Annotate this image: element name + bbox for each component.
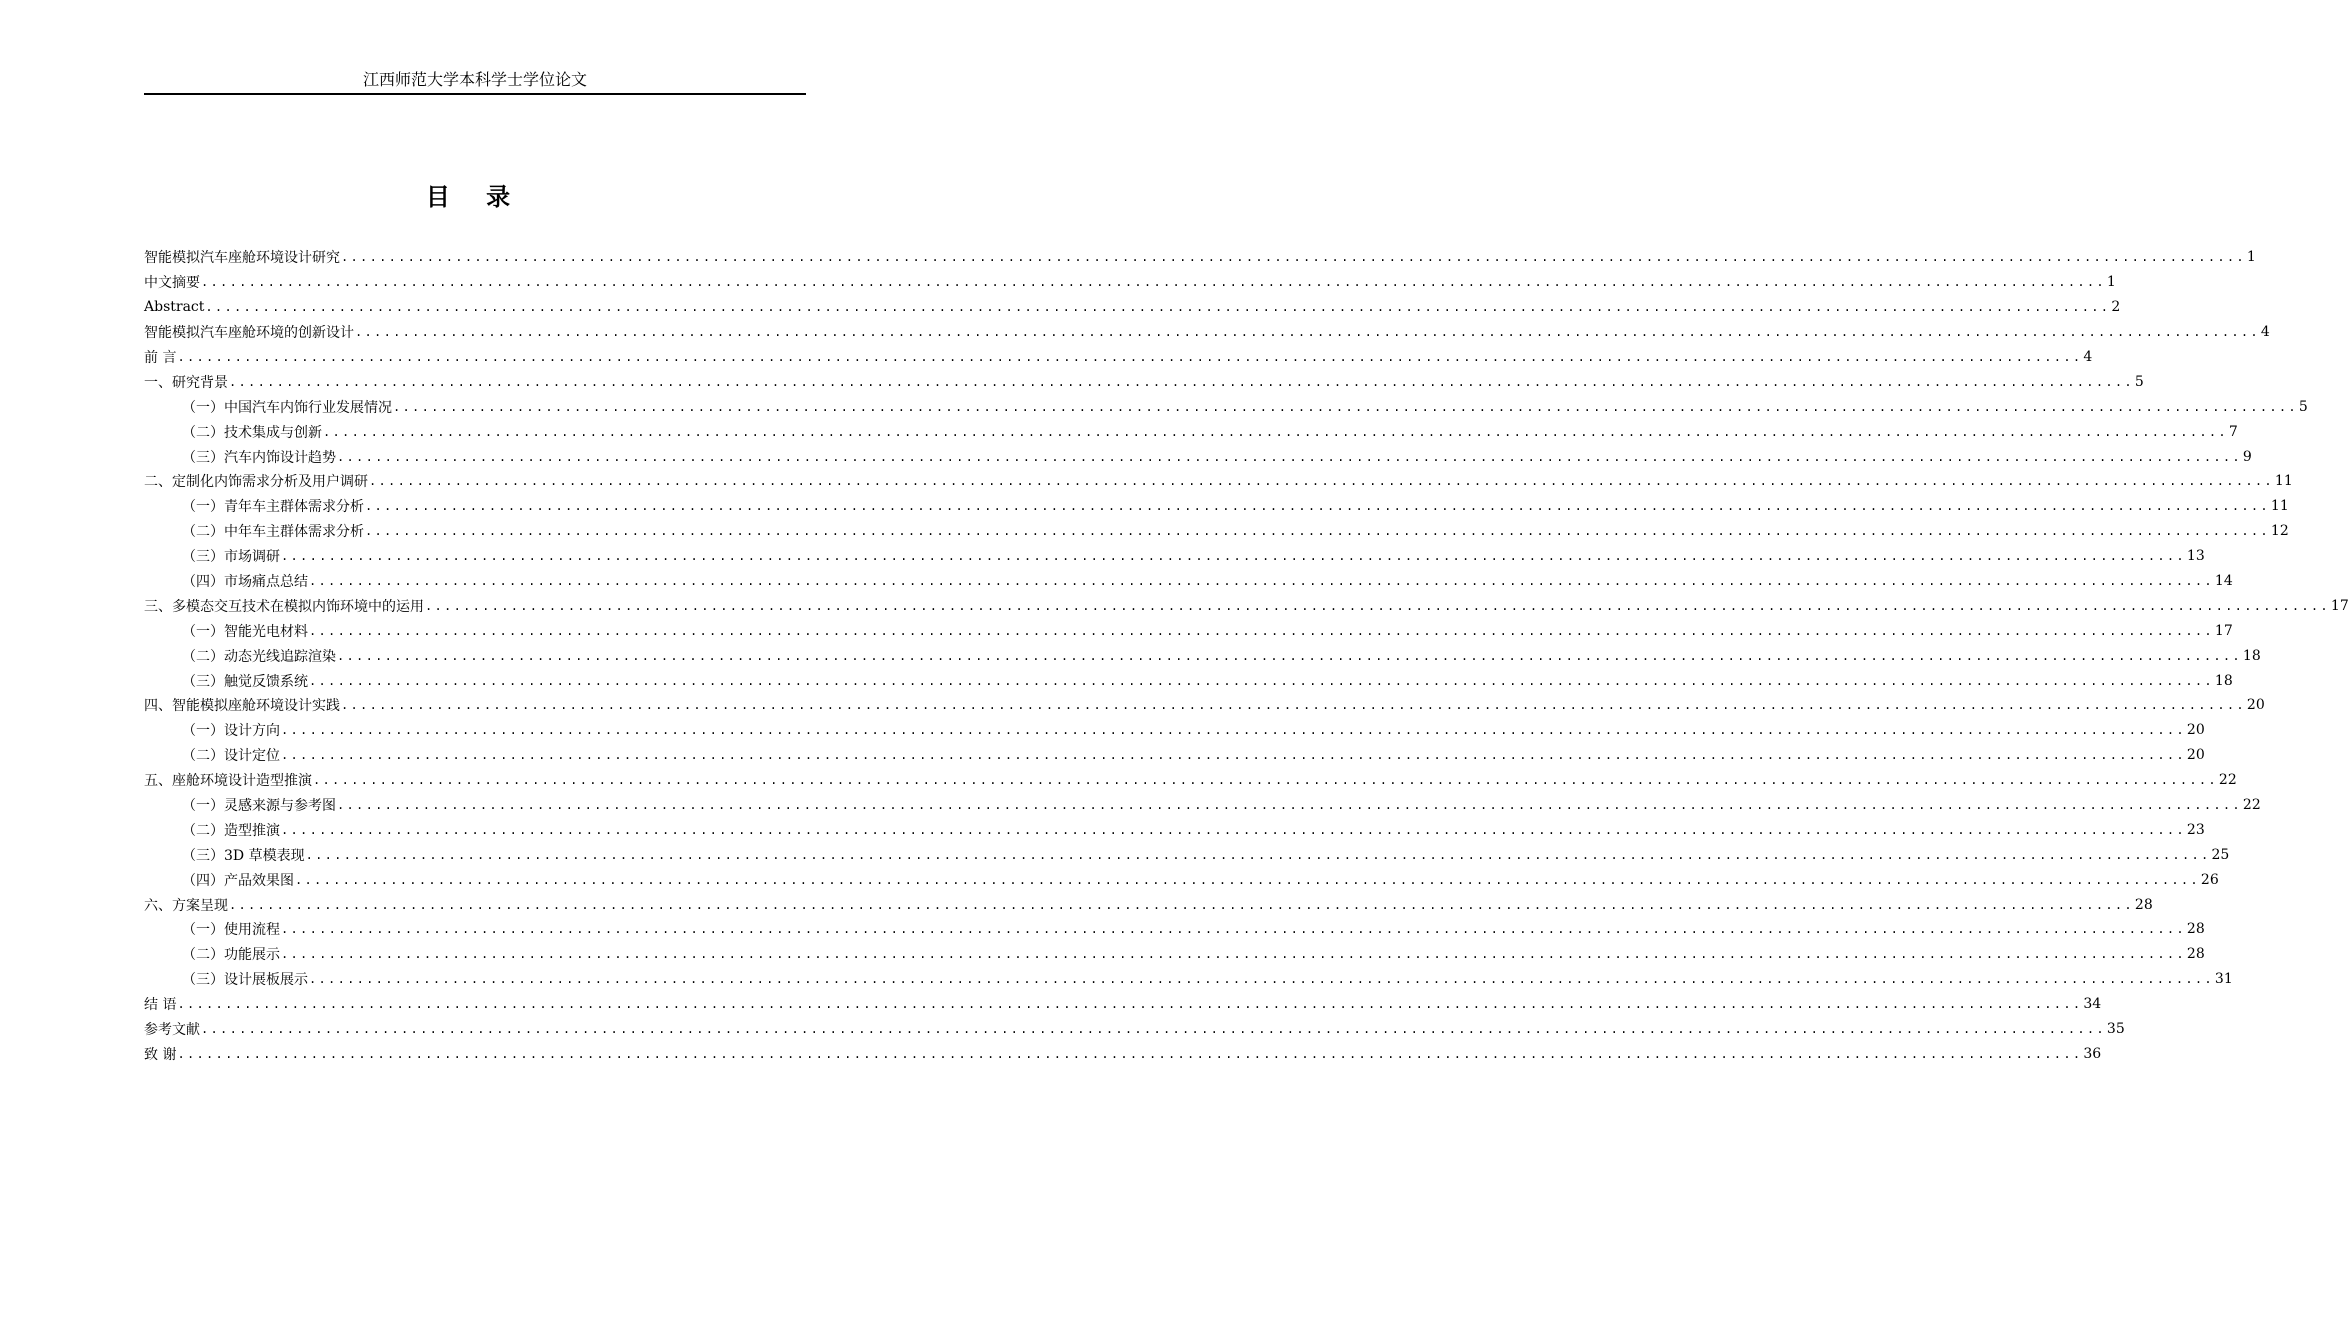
toc-entry-page: 7 [2228, 423, 2238, 440]
toc-entry[interactable] [144, 867, 2219, 892]
toc-entry-label: 二、定制化内饰需求分析及用户调研 [144, 474, 368, 491]
toc-entry[interactable] [144, 892, 2153, 917]
toc-entry[interactable] [144, 917, 2205, 942]
toc-entry-label: （二）动态光线追踪渲染 [182, 648, 336, 665]
toc-leader-dots: ........................................................................................................................................................................................................ [309, 574, 2214, 589]
toc-entry-label: 致 谢 [144, 1046, 177, 1063]
toc-leader-dots: ........................................................................................................................................................................................................ [355, 325, 2260, 340]
toc-leader-dots: ........................................................................................................................................................................................................ [309, 623, 2214, 638]
toc-entry[interactable] [144, 394, 2308, 419]
toc-entry[interactable] [144, 768, 2237, 793]
toc-entry[interactable] [144, 618, 2233, 643]
toc-leader-dots: ........................................................................................................................................................................................................ [281, 922, 2186, 937]
toc-entry[interactable] [144, 295, 2121, 320]
toc-entry[interactable] [144, 743, 2205, 768]
toc-entry-page: 28 [2134, 896, 2153, 913]
toc-entry[interactable] [144, 967, 2233, 992]
toc-entry-page: 1 [2246, 249, 2256, 266]
toc-entry-page: 9 [2242, 448, 2252, 465]
toc-entry[interactable] [144, 419, 2238, 444]
toc-entry-page: 22 [2242, 797, 2261, 814]
toc-entry[interactable] [144, 643, 2261, 668]
toc-entry-page: 23 [2186, 821, 2205, 838]
toc-entry-label: 六、方案呈现 [144, 897, 228, 914]
toc-entry[interactable] [144, 369, 2144, 394]
toc-entry-page: 34 [2083, 996, 2102, 1013]
toc-leader-dots: ........................................................................................................................................................................................................ [281, 723, 2186, 738]
toc-entry-label: 中文摘要 [144, 275, 200, 292]
toc-entry-page: 18 [2242, 647, 2261, 664]
toc-entry-page: 1 [2106, 274, 2116, 291]
toc-entry[interactable] [144, 718, 2205, 743]
toc-leader-dots: ........................................................................................................................................................................................................ [337, 648, 2242, 663]
toc-entry[interactable] [144, 793, 2261, 818]
toc-leader-dots: ........................................................................................................................................................................................................ [337, 449, 2242, 464]
toc-entry-page: 4 [2083, 349, 2093, 365]
toc-leader-dots: ........................................................................................................................................................................................................ [425, 598, 2330, 613]
toc-entry-page: 35 [2106, 1021, 2125, 1038]
toc-entry-page: 11 [2274, 473, 2293, 490]
toc-entry[interactable] [144, 693, 2265, 718]
toc-entry-page: 18 [2214, 672, 2233, 689]
toc-title: 目 录 [425, 183, 525, 211]
toc-leader-dots: ........................................................................................................................................................................................................ [337, 798, 2242, 813]
toc-entry-page: 5 [2134, 373, 2144, 390]
toc-entry[interactable] [144, 469, 2293, 494]
page-header: 江西师范大学本科学士学位论文 [362, 70, 587, 89]
toc-entry-label: （三）3D 草模表现 [182, 847, 305, 864]
toc-entry[interactable] [144, 593, 2349, 618]
toc-entry-label: （三）触觉反馈系统 [182, 673, 308, 690]
toc-entry[interactable] [144, 668, 2233, 693]
toc-entry-label: （三）设计展板展示 [182, 972, 308, 989]
toc-entry[interactable] [144, 569, 2233, 594]
toc-leader-dots: ........................................................................................................................................................................................................ [177, 350, 2083, 364]
toc-leader-dots: ........................................................................................................................................................................................................ [393, 399, 2298, 414]
toc-entry-label: 智能模拟汽车座舱环境设计研究 [144, 250, 340, 267]
toc-entry-label: 智能模拟汽车座舱环境的创新设计 [144, 325, 354, 342]
toc-entry[interactable] [144, 270, 2116, 295]
toc-leader-dots: ........................................................................................................................................................................................................ [177, 1046, 2083, 1061]
toc-entry-page: 31 [2214, 971, 2233, 988]
toc-entry[interactable] [144, 817, 2205, 842]
toc-entry-label: （一）设计方向 [182, 723, 280, 740]
toc-entry-page: 14 [2214, 573, 2233, 590]
toc-entry-label: （四）市场痛点总结 [182, 574, 308, 591]
toc-entry-label: 一、研究背景 [144, 374, 228, 391]
toc-entry-page: 26 [2200, 871, 2219, 888]
toc-entry-label: （三）市场调研 [182, 549, 280, 566]
toc-leader-dots: ........................................................................................................................................................................................................ [205, 300, 2111, 315]
toc-entry-page: 5 [2298, 398, 2308, 415]
toc-entry-label: 结 语 [144, 997, 177, 1014]
toc-entry[interactable] [144, 842, 2230, 867]
toc-entry-page: 36 [2083, 1045, 2102, 1062]
toc-entry[interactable] [144, 1042, 2102, 1067]
toc-entry[interactable] [144, 494, 2289, 519]
table-of-contents [144, 245, 2349, 1066]
toc-entry-label: 五、座舱环境设计造型推演 [144, 773, 312, 790]
toc-entry-label: 四、智能模拟座舱环境设计实践 [144, 698, 340, 715]
toc-entry-page: 22 [2218, 772, 2237, 789]
toc-entry-page: 11 [2270, 498, 2289, 515]
toc-entry[interactable] [144, 1017, 2125, 1042]
toc-entry[interactable] [144, 345, 2093, 370]
toc-leader-dots: ........................................................................................................................................................................................................ [281, 947, 2186, 962]
toc-entry[interactable] [144, 245, 2256, 270]
toc-entry-label: （三）汽车内饰设计趋势 [182, 449, 336, 466]
toc-entry[interactable] [144, 544, 2205, 569]
toc-leader-dots: ........................................................................................................................................................................................................ [305, 847, 2211, 862]
toc-leader-dots: ........................................................................................................................................................................................................ [177, 997, 2083, 1012]
toc-entry-label: （四）产品效果图 [182, 872, 294, 889]
toc-entry-label: （二）功能展示 [182, 947, 280, 964]
toc-entry[interactable] [144, 444, 2252, 469]
toc-entry[interactable] [144, 942, 2205, 967]
toc-entry-page: 25 [2211, 846, 2230, 863]
toc-entry-label: （二）造型推演 [182, 822, 280, 839]
toc-entry-page: 4 [2260, 324, 2270, 341]
toc-entry-label: 参考文献 [144, 1022, 200, 1039]
toc-leader-dots: ........................................................................................................................................................................................................ [341, 250, 2246, 265]
toc-entry-label: 前 言 [144, 350, 177, 366]
toc-entry-page: 28 [2186, 946, 2205, 963]
toc-leader-dots: ........................................................................................................................................................................................................ [323, 424, 2228, 439]
toc-leader-dots: ........................................................................................................................................................................................................ [201, 1022, 2106, 1037]
toc-leader-dots: ........................................................................................................................................................................................................ [281, 822, 2186, 837]
toc-entry-page: 17 [2214, 622, 2233, 639]
toc-leader-dots: ........................................................................................................................................................................................................ [341, 698, 2246, 713]
toc-leader-dots: ........................................................................................................................................................................................................ [229, 374, 2134, 389]
toc-entry-page: 17 [2330, 597, 2349, 614]
toc-leader-dots: ........................................................................................................................................................................................................ [281, 748, 2186, 763]
toc-entry-label: （一）青年车主群体需求分析 [182, 499, 364, 516]
toc-entry-label: （一）灵感来源与参考图 [182, 798, 336, 815]
toc-entry[interactable] [144, 519, 2289, 544]
toc-entry[interactable] [144, 992, 2102, 1017]
toc-leader-dots: ........................................................................................................................................................................................................ [309, 673, 2214, 688]
toc-entry-page: 2 [2111, 299, 2121, 316]
toc-entry-page: 20 [2186, 747, 2205, 764]
toc-entry-page: 13 [2186, 548, 2205, 565]
header-rule [144, 93, 806, 95]
toc-entry-label: （二）技术集成与创新 [182, 424, 322, 441]
toc-entry-label: 三、多模态交互技术在模拟内饰环境中的运用 [144, 598, 424, 615]
toc-entry-label: （二）设计定位 [182, 748, 280, 765]
toc-leader-dots: ........................................................................................................................................................................................................ [281, 549, 2186, 564]
toc-entry-page: 20 [2246, 697, 2265, 714]
toc-entry-page: 28 [2186, 921, 2205, 938]
toc-leader-dots: ........................................................................................................................................................................................................ [365, 524, 2270, 539]
toc-leader-dots: ........................................................................................................................................................................................................ [313, 773, 2218, 788]
toc-entry-label: （一）使用流程 [182, 922, 280, 939]
toc-entry-page: 20 [2186, 722, 2205, 739]
toc-leader-dots: ........................................................................................................................................................................................................ [229, 897, 2134, 912]
toc-leader-dots: ........................................................................................................................................................................................................ [201, 275, 2106, 290]
toc-leader-dots: ........................................................................................................................................................................................................ [309, 972, 2214, 987]
toc-leader-dots: ........................................................................................................................................................................................................ [369, 474, 2274, 489]
toc-entry[interactable] [144, 320, 2270, 345]
toc-entry-label: （一）中国汽车内饰行业发展情况 [182, 399, 392, 416]
toc-entry-label: Abstract [144, 299, 205, 316]
toc-entry-label: （一）智能光电材料 [182, 623, 308, 640]
toc-entry-label: （二）中年车主群体需求分析 [182, 524, 364, 541]
toc-entry-page: 12 [2270, 523, 2289, 540]
toc-leader-dots: ........................................................................................................................................................................................................ [295, 872, 2200, 887]
toc-leader-dots: ........................................................................................................................................................................................................ [365, 499, 2270, 514]
